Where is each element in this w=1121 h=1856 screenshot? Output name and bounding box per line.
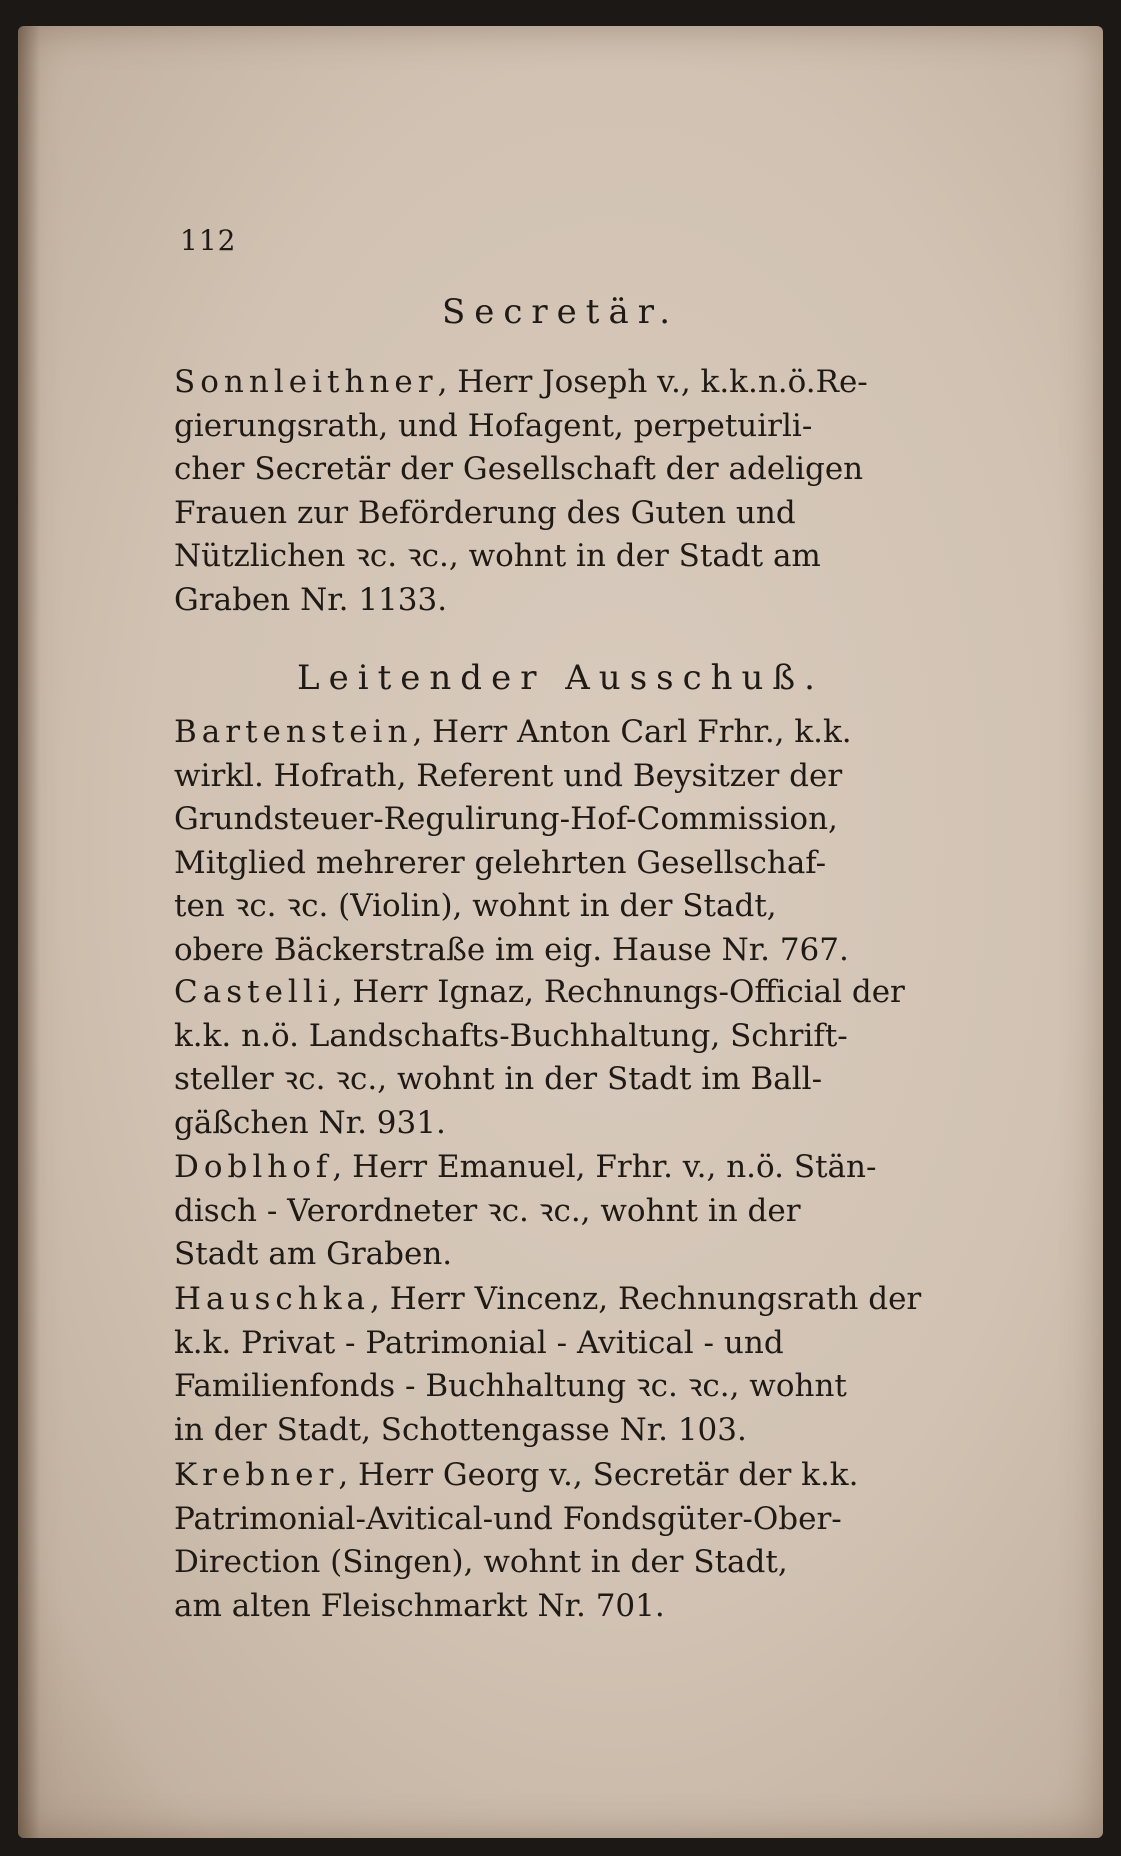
entry-line: obere Bäckerstraße im eig. Hause Nr. 767. <box>174 931 849 968</box>
entry-line: Graben Nr. 1133. <box>174 581 448 618</box>
entry-name: Bartenstein <box>174 714 413 750</box>
entry-line: Direction (Singen), wohnt in der Stadt, <box>174 1544 788 1580</box>
entry-line: am alten Fleischmarkt Nr. 701. <box>174 1587 665 1624</box>
entry-name: Sonnleithner <box>174 364 438 400</box>
entry-line: Nützlichen ꝛc. ꝛc., wohnt in der Stadt am <box>174 538 821 574</box>
entry-line: gäßchen Nr. 931. <box>174 1104 446 1141</box>
entry-line: k.k. Privat - Patrimonial - Avitical - und <box>174 1324 784 1361</box>
entry-line: ten ꝛc. ꝛc. (Violin), wohnt in der Stadt, <box>174 888 777 924</box>
entry-first-line: , Herr Joseph v., k.k.n.ö.Re- <box>437 364 868 400</box>
section-heading-secretaer: Secretär. <box>441 292 680 332</box>
entry-line: Familienfonds - Buchhaltung ꝛc. ꝛc., wohnt <box>174 1368 847 1404</box>
entry-first-line: , Herr Ignaz, Rechnungs-Official der <box>332 974 905 1010</box>
entry-line: Stadt am Graben. <box>174 1236 453 1272</box>
entry-name: Krebner <box>174 1457 339 1493</box>
entry-line: disch - Verordneter ꝛc. ꝛc., wohnt in der <box>174 1192 801 1229</box>
entry-first-line: , Herr Emanuel, Frhr. v., n.ö. Stän- <box>332 1149 877 1185</box>
book-page <box>18 26 1103 1838</box>
entry-first-line: , Herr Anton Carl Frhr., k.k. <box>412 714 852 750</box>
entry-first-line: , Herr Vincenz, Rechnungsrath der <box>369 1281 922 1317</box>
entry-name: Castelli <box>174 974 333 1010</box>
entry-line: wirkl. Hofrath, Referent und Beysitzer der <box>174 757 843 794</box>
entry-line: Mitglied mehrerer gelehrten Gesellschaf- <box>174 844 827 881</box>
entry-bartenstein <box>174 711 1078 972</box>
entry-name: Hauschka <box>174 1281 370 1317</box>
entry-first-line: , Herr Georg v., Secretär der k.k. <box>338 1457 859 1493</box>
page-number: 112 <box>180 224 237 257</box>
entry-line: steller ꝛc. ꝛc., wohnt in der Stadt im Ball- <box>174 1061 823 1097</box>
entry-name: Doblhof <box>174 1149 333 1185</box>
entry-line: cher Secretär der Gesellschaft der adeligen <box>174 451 864 487</box>
entry-hauschka <box>174 1278 1078 1452</box>
entry-line: k.k. n.ö. Landschafts-Buchhaltung, Schrift- <box>174 1017 848 1054</box>
entry-krebner <box>174 1454 1078 1628</box>
entry-castelli <box>174 971 1078 1145</box>
entry-doblhof <box>174 1146 1078 1277</box>
entry-sonnleithner <box>174 361 1078 622</box>
entry-line: in der Stadt, Schottengasse Nr. 103. <box>174 1411 747 1448</box>
entry-line: Frauen zur Beförderung des Guten und <box>174 494 796 531</box>
entry-line: Grundsteuer-Regulirung-Hof-Commission, <box>174 801 838 837</box>
section-heading-leitender-ausschuss: Leitender Ausschuß. <box>297 658 824 698</box>
entry-line: Patrimonial-Avitical-und Fondsgüter-Ober- <box>174 1500 842 1537</box>
entry-line: gierungsrath, und Hofagent, perpetuirli- <box>174 407 813 444</box>
